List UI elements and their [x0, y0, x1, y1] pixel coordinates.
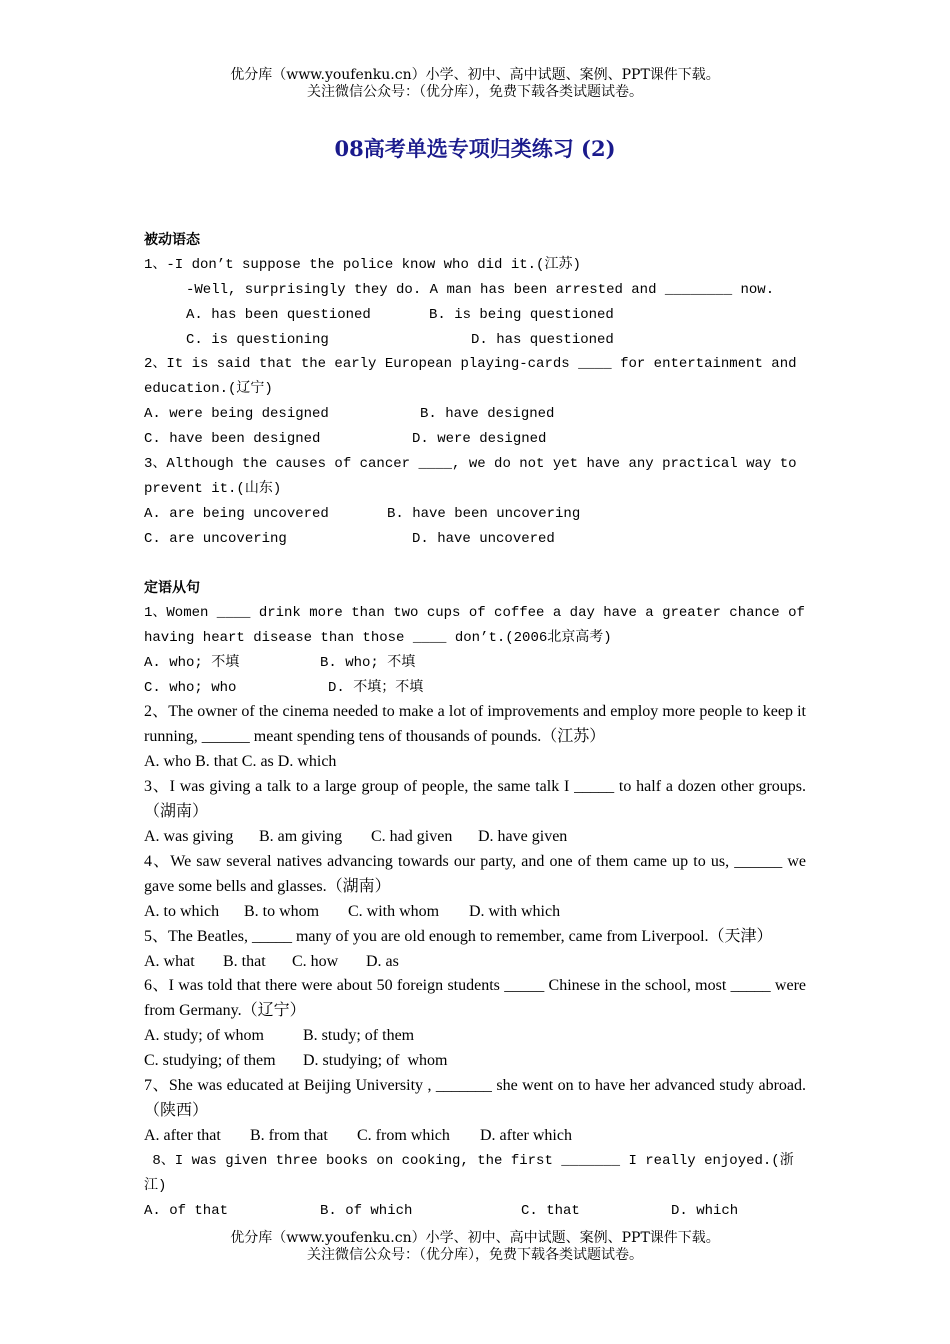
section-heading: 被动语态: [144, 232, 200, 248]
question-stem: 8、I was given three books on cooking, the first _______ I really enjoyed.(浙: [144, 1152, 794, 1169]
option-b: B. who; 不填: [320, 654, 416, 671]
option-c: C. had given: [371, 827, 453, 845]
question-stem: 1、-I don’t suppose the police know who did it.(江苏): [144, 256, 581, 273]
question-stem: 3、Although the causes of cancer ____, we do not yet have any practical way to: [144, 456, 797, 473]
option-d: D. with which: [469, 902, 561, 920]
option-a: A. who; 不填: [144, 654, 240, 671]
option-c: C. is questioning: [186, 331, 329, 348]
question-stem: having heart disease than those ____ don’t.(2006北京高考): [144, 629, 612, 646]
document-title: 08高考单选专项归类练习 (2): [334, 136, 616, 161]
header-line-2: 关注微信公众号：（优分库），免费下载各类试题试卷。: [307, 84, 643, 100]
question-options: [144, 900, 806, 925]
footer-line-1: 优分库（www.youfenku.cn）小学、初中、高中试题、案例、PPT课件下载。: [230, 1230, 720, 1246]
option-d: D. which: [671, 1202, 739, 1219]
question-stem: 2、It is said that the early European playing-cards ____ for entertainment and: [144, 356, 797, 373]
option-a: A. after that: [144, 1126, 221, 1144]
option-a: A. was giving: [144, 827, 234, 845]
question-stem: 6、I was told that there were about 50 foreign students _____ Chinese in the school, most _____ were from Germany.（辽宁）: [144, 977, 806, 1020]
option-d: D. 不填；不填: [328, 679, 424, 696]
question-options: [144, 527, 806, 552]
question-stem: prevent it.(山东): [144, 480, 282, 497]
question-stem: 江): [144, 1177, 167, 1194]
header-line-1: 优分库（www.youfenku.cn）小学、初中、高中试题、案例、PPT课件下载。: [230, 67, 720, 83]
question-stem: 3、I was giving a talk to a large group of people, the same talk I _____ to half a dozen other groups.（湖南）: [144, 778, 806, 821]
option-d: D. have given: [478, 827, 568, 845]
option-c: C. who; who: [144, 679, 237, 696]
option-b: B. from that: [250, 1126, 328, 1144]
option-b: B. to whom: [244, 902, 320, 920]
question-options: [144, 328, 806, 353]
question-stem: 4、We saw several natives advancing towards our party, and one of them came up to us, ______ we gave some bells and glasses.（湖南）: [144, 852, 806, 895]
section-attributive-clauses: [144, 576, 806, 1223]
question-stem: 1、Women ____ drink more than two cups of coffee a day have a greater chance of: [144, 604, 805, 621]
section-heading: 定语从句: [144, 580, 200, 596]
option-b: B. is being questioned: [429, 306, 614, 323]
option-a: A. study; of whom: [144, 1027, 264, 1045]
question-options: [144, 502, 806, 527]
question-options: [144, 1024, 806, 1049]
option-b: B. of which: [320, 1202, 413, 1219]
option-a: A. has been questioned: [186, 306, 371, 323]
option-d: D. have uncovered: [412, 530, 555, 547]
page-footer: [0, 1230, 950, 1264]
option-d: D. has questioned: [471, 331, 614, 348]
option-d: D. as: [366, 952, 399, 970]
question-options: [144, 950, 806, 975]
page-header: [0, 67, 950, 101]
option-c: C. are uncovering: [144, 530, 287, 547]
option-c: C. that: [521, 1202, 580, 1219]
question-options: [144, 1124, 806, 1149]
option-c: C. from which: [357, 1126, 450, 1144]
question-stem: 7、She was educated at Beijing University , _______ she went on to have her advanced study abroad.（陕西）: [144, 1077, 806, 1119]
option-d: D. were designed: [412, 431, 547, 448]
question-stem: -Well, surprisingly they do. A man has been arrested and ________ now.: [186, 281, 775, 298]
question-options: [144, 402, 806, 427]
option-a: A. to which: [144, 902, 220, 920]
option-c: C. have been designed: [144, 431, 321, 448]
option-c: C. with whom: [348, 902, 440, 920]
question-options: [144, 825, 806, 850]
option-b: B. have designed: [420, 406, 555, 423]
question-options: [144, 651, 806, 676]
option-a: A. were being designed: [144, 406, 329, 423]
option-d: D. after which: [480, 1126, 572, 1144]
question-stem: education.(辽宁): [144, 381, 273, 398]
question-options: [144, 427, 806, 452]
option-b: B. am giving: [259, 827, 343, 845]
question-options: [144, 676, 806, 701]
question-stem: 2、The owner of the cinema needed to make a lot of improvements and employ more people to keep it running, ______ meant spending tens of thousands of pounds.（江苏）: [144, 703, 806, 746]
option-a: A. are being uncovered: [144, 505, 329, 522]
question-options: [144, 303, 806, 328]
question-options: [144, 1049, 806, 1074]
option-c: C. how: [292, 952, 339, 970]
option-b: B. have been uncovering: [387, 505, 581, 522]
option-c: C. studying; of them: [144, 1052, 276, 1070]
option-b: B. that: [223, 952, 266, 970]
question-stem: 5、The Beatles, _____ many of you are old enough to remember, came from Liverpool.（天津）: [144, 927, 773, 945]
option-a: A. what: [144, 952, 195, 970]
option-a: A. of that: [144, 1202, 229, 1219]
option-d: D. studying; of whom: [303, 1052, 448, 1070]
question-options: [144, 1199, 806, 1224]
question-options: A. who B. that C. as D. which: [144, 753, 337, 771]
section-passive-voice: [144, 228, 806, 552]
footer-line-2: 关注微信公众号：（优分库），免费下载各类试题试卷。: [307, 1247, 643, 1263]
option-b: B. study; of them: [303, 1027, 415, 1045]
